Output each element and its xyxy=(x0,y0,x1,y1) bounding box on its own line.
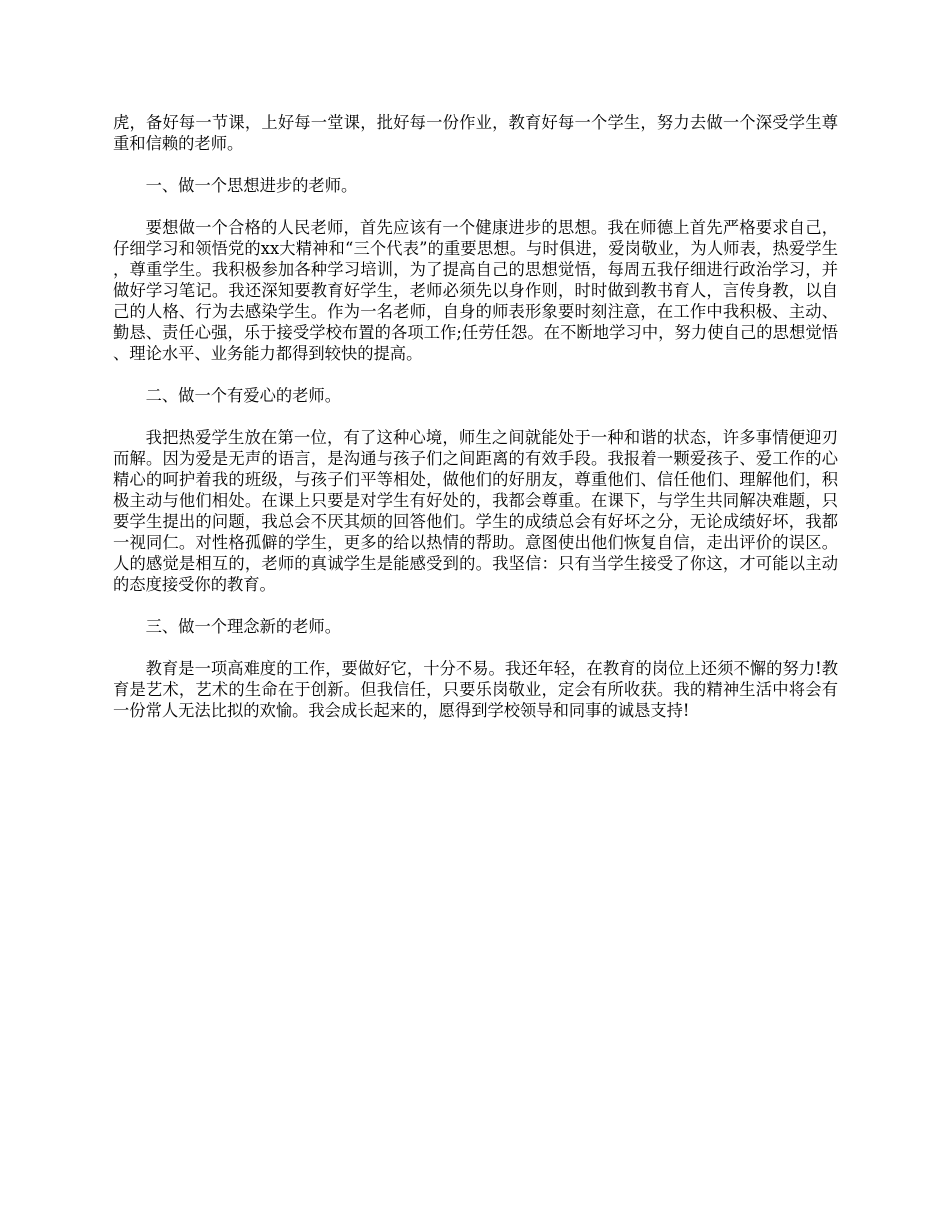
paragraph-section-3: 教育是一项高难度的工作，要做好它，十分不易。我还年轻，在教育的岗位上还须不懈的努力!教育是艺术，艺术的生命在于创新。但我信任，只要乐岗敬业，定会有所收获。我的精神生活中将会有一份常人无法比拟的欢愉。我会成长起来的，愿得到学校领导和同事的诚恳支持! xyxy=(113,659,838,720)
section-heading-2: 二、做一个有爱心的老师。 xyxy=(145,386,341,405)
paragraph-section-1: 要想做一个合格的人民老师，首先应该有一个健康进步的思想。我在师德上首先严格要求自己，仔细学习和领悟党的xx大精神和“三个代表”的重要思想。与时俱进，爱岗敬业，为人师表，热爱学生，尊重学生。我积极参加各种学习培训，为了提高自己的思想觉悟，每周五我仔细进行政治学习，并做好学习笔记。我还深知要教育好学生，老师必须先以身作则，时时做到教书育人，言传身教，以自己的人格、行为去感染学生。作为一名老师，自身的师表形象要时刻注意，在工作中我积极、主动、勤恳、责任心强，乐于接受学校布置的各项工作;任劳任怨。在不断地学习中，努力使自己的思想觉悟、理论水平、业务能力都得到较快的提高。 xyxy=(113,218,838,363)
section-heading-1: 一、做一个思想进步的老师。 xyxy=(145,176,358,195)
paragraph-section-2: 我把热爱学生放在第一位，有了这种心境，师生之间就能处于一种和谐的状态，许多事情便迎刃而解。因为爱是无声的语言，是沟通与孩子们之间距离的有效手段。我报着一颗爱孩子、爱工作的心精心的呵护着我的班级，与孩子们平等相处，做他们的好朋友，尊重他们、信任他们、理解他们，积极主动与他们相处。在课上只要是对学生有好处的，我都会尊重。在课下，与学生共同解决难题，只要学生提出的问题，我总会不厌其烦的回答他们。学生的成绩总会有好坏之分，无论成绩好坏，我都一视同仁。对性格孤僻的学生，更多的给以热情的帮助。意图使出他们恢复自信，走出评价的误区。人的感觉是相互的，老师的真诚学生是能感受到的。我坚信：只有当学生接受了你这，才可能以主动的态度接受你的教育。 xyxy=(113,428,838,594)
paragraph-continuation: 虎，备好每一节课，上好每一堂课，批好每一份作业，教育好每一个学生，努力去做一个深受学生尊重和信赖的老师。 xyxy=(113,113,838,153)
section-heading-3: 三、做一个理念新的老师。 xyxy=(145,617,341,636)
